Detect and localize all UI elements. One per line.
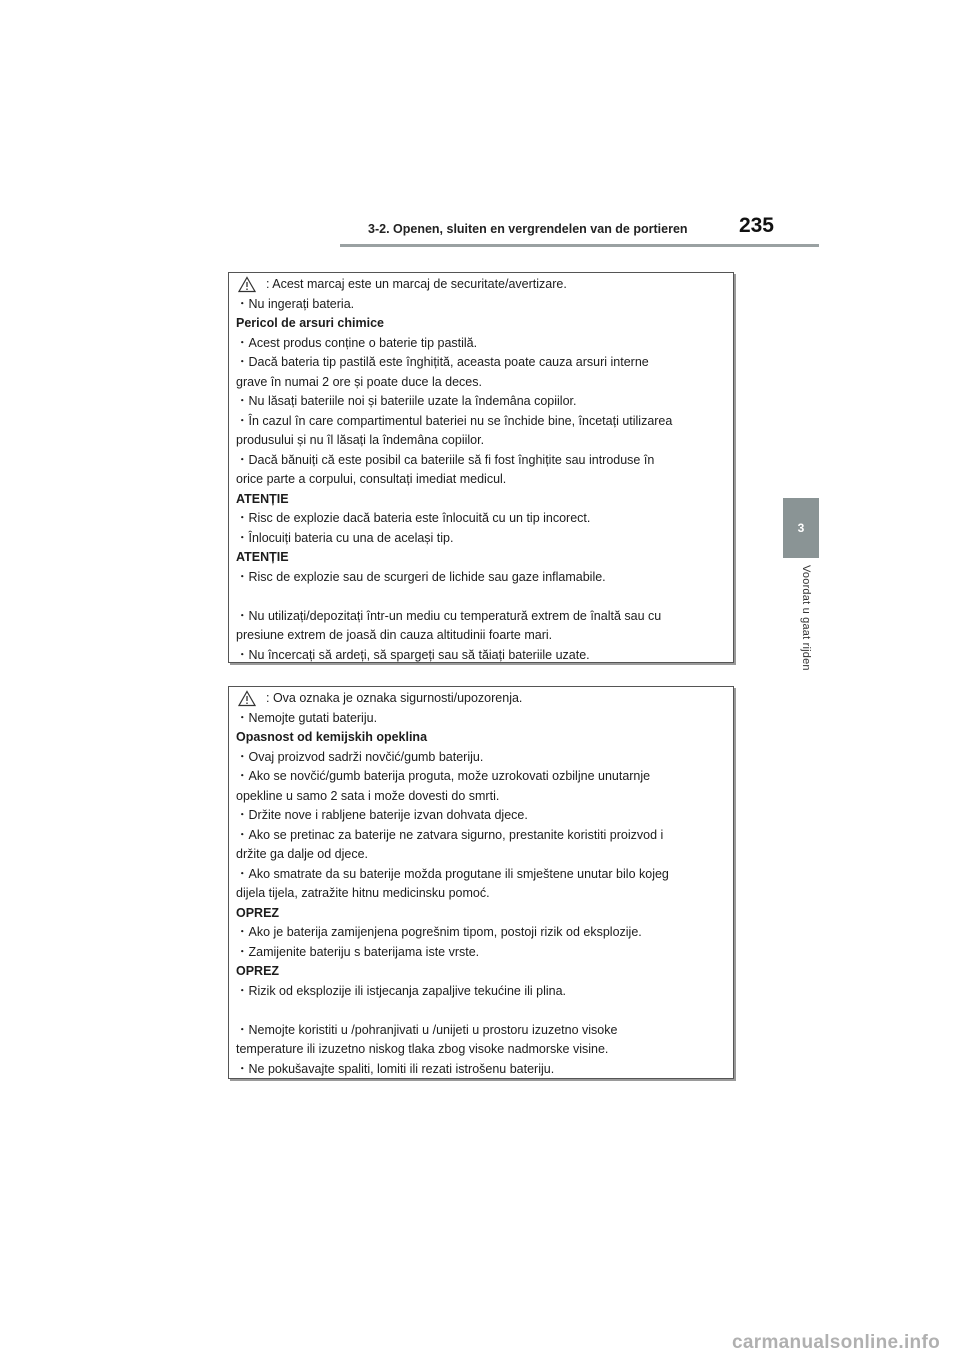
text-line: ・Držite nove i rabljene baterije izvan dohvata djece. xyxy=(236,808,528,822)
subheading: ATENȚIE xyxy=(236,491,289,506)
subheading: OPREZ xyxy=(236,905,280,920)
text-line: ・Ovaj proizvod sadrži novčić/gumb bateriju. xyxy=(236,749,484,764)
chapter-number: 3 xyxy=(797,521,805,535)
header-divider xyxy=(340,244,819,247)
subheading: ATENȚIE xyxy=(236,550,289,564)
text-line: opekline u samo 2 sata i može dovesti do smrti. xyxy=(236,788,500,803)
warning-box-romanian xyxy=(228,272,734,663)
section-title: 3-2. Openen, sluiten en vergrendelen van de portieren xyxy=(368,222,688,236)
chapter-tab xyxy=(783,498,819,558)
subheading: Opasnost od kemijskih opeklina xyxy=(236,730,428,744)
blank-line xyxy=(236,587,725,607)
watermark: carmanualsonline.info xyxy=(732,1332,940,1353)
chapter-label: Voordat u gaat rijden xyxy=(800,565,812,671)
text-line: grave în numai 2 ore și poate duce la deces. xyxy=(236,374,482,389)
text-line: ・Nemojte gutati bateriju. xyxy=(236,710,378,725)
warning-triangle-icon xyxy=(238,276,256,293)
text-line: ・Nu utilizați/depozitați într-un mediu cu temperatură extrem de înaltă sau cu xyxy=(236,608,662,623)
text-line: ・Nu încercați să ardeți, să spargeți sau să tăiați bateriile uzate. xyxy=(236,647,590,662)
text-line: dijela tijela, zatražite hitnu medicinsku pomoć. xyxy=(236,886,490,900)
text-line: ・Ako se pretinac za baterije ne zatvara sigurno, prestanite koristiti proizvod i xyxy=(236,827,664,842)
page-number: 235 xyxy=(738,214,774,237)
blank-line xyxy=(236,1001,725,1021)
subheading: Pericol de arsuri chimice xyxy=(236,316,384,330)
text-line: ・Înlocuiți bateria cu una de același tip. xyxy=(236,530,454,545)
text-line: ・Dacă bateria tip pastilă este înghițită, aceasta poate cauza arsuri interne xyxy=(236,355,649,369)
warning-intro-line xyxy=(236,689,725,709)
text-line: ・Nemojte koristiti u /pohranjivati u /unijeti u prostoru izuzetno visoke xyxy=(236,1022,618,1037)
text-line: ・Nu ingerați bateria. xyxy=(236,296,355,311)
warning-intro-line xyxy=(236,275,725,295)
page-header xyxy=(340,212,820,242)
text-line: produsului și nu îl lăsați la îndemâna copiilor. xyxy=(236,433,485,447)
text-line: ・În cazul în care compartimentul bateriei nu se închide bine, încetați utilizarea xyxy=(236,413,673,428)
text-line: ・Ne pokušavajte spaliti, lomiti ili rezati istrošenu bateriju. xyxy=(236,1061,555,1076)
warning-intro-text: : Acest marcaj este un marcaj de securitate/avertizare. xyxy=(266,277,567,291)
text-line: presiune extrem de joasă din cauza altitudinii foarte mari. xyxy=(236,628,553,642)
warning-box-croatian xyxy=(228,686,734,1079)
text-line: ・Zamijenite bateriju s baterijama iste vrste. xyxy=(236,944,480,959)
text-line: držite ga dalje od djece. xyxy=(236,847,369,861)
text-line: temperature ili izuzetno niskog tlaka zbog visoke nadmorske visine. xyxy=(236,1042,609,1056)
warning-intro-text: : Ova oznaka je oznaka sigurnosti/upozorenja. xyxy=(266,691,523,705)
text-line: ・Rizik od eksplozije ili istjecanja zapaljive tekućine ili plina. xyxy=(236,983,567,998)
text-line: ・Ako smatrate da su baterije možda progutane ili smještene unutar bilo kojeg xyxy=(236,866,669,881)
text-line: ・Ako se novčić/gumb baterija proguta, može uzrokovati ozbiljne unutarnje xyxy=(236,769,651,783)
text-line: ・Acest produs conține o baterie tip pastilă. xyxy=(236,335,478,350)
text-line: orice parte a corpului, consultați imediat medicul. xyxy=(236,472,507,486)
text-line: ・Ako je baterija zamijenjena pogrešnim tipom, postoji rizik od eksplozije. xyxy=(236,925,642,939)
text-line: ・Nu lăsați bateriile noi și bateriile uzate la îndemâna copiilor. xyxy=(236,394,577,408)
text-line: ・Risc de explozie sau de scurgeri de lichide sau gaze inflamabile. xyxy=(236,569,606,584)
text-line: ・Dacă bănuiți că este posibil ca bateriile să fi fost înghițite sau introduse în xyxy=(236,452,655,467)
subheading: OPREZ xyxy=(236,964,280,978)
warning-triangle-icon xyxy=(238,690,256,707)
text-line: ・Risc de explozie dacă bateria este înlocuită cu un tip incorect. xyxy=(236,511,591,525)
